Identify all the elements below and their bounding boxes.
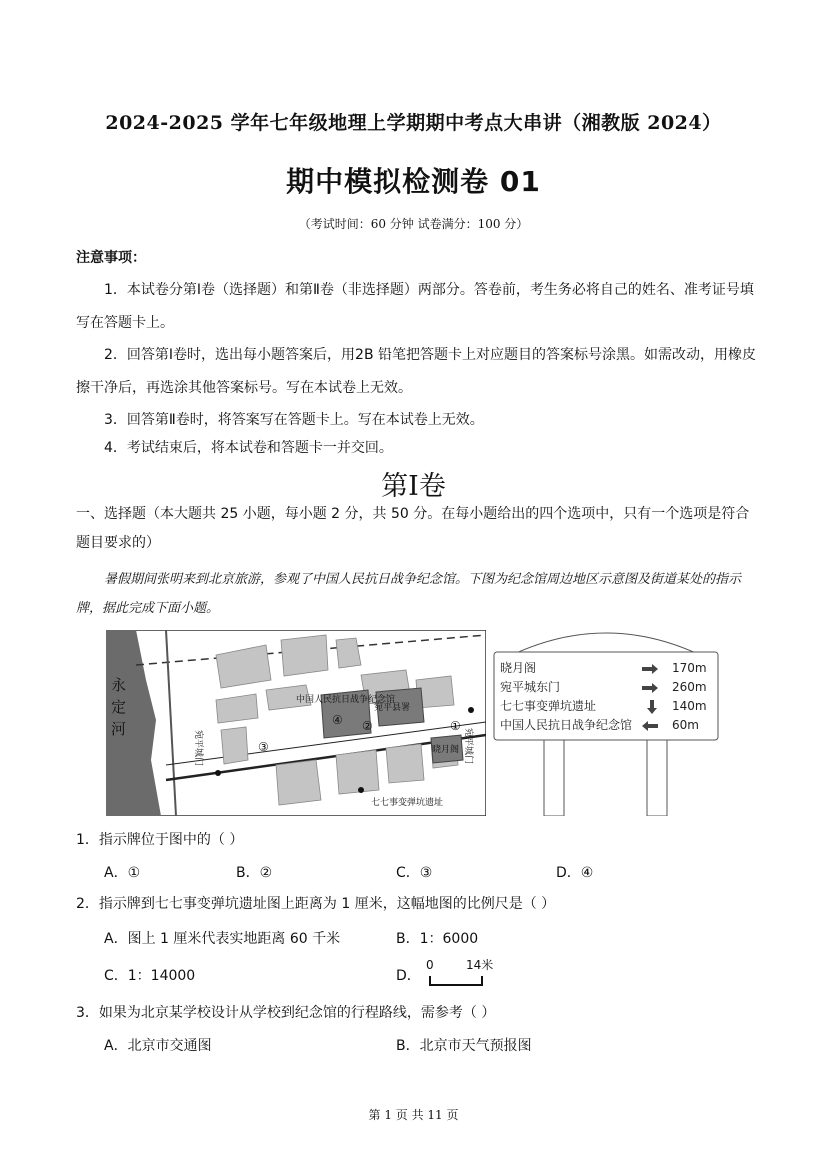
sign-post-right <box>647 740 667 816</box>
question-1-stem: 1．指示牌位于图中的（ ） <box>76 832 244 848</box>
q1-option-c[interactable]: C．③ <box>396 865 433 881</box>
section-title: 第Ⅰ卷 <box>381 471 446 502</box>
point-relic <box>358 787 364 793</box>
sign-place-1: 晓月阁 <box>500 661 537 675</box>
area-map <box>106 630 486 816</box>
sign-place-3: 七七事变弹坑遗址 <box>500 699 597 713</box>
q2-option-d[interactable] <box>396 965 421 985</box>
note-item-4: 4．考试结束后，将本试卷和答题卡一并交回。 <box>104 440 393 456</box>
page-footer: 第 1 页 共 11 页 <box>368 1108 459 1122</box>
q2-option-d-label: D． <box>396 968 421 984</box>
sign-distance-2: 260m <box>672 680 707 694</box>
notes-heading: 注意事项： <box>76 250 146 266</box>
sign-distance-4: 60m <box>672 718 699 732</box>
sign-place-2: 宛平城东门 <box>500 680 561 694</box>
q3-option-b[interactable]: B．北京市天气预报图 <box>396 1038 532 1054</box>
question-2-stem: 2．指示牌到七七事变弹坑遗址图上距离为 1 厘米，这幅地图的比例尺是（ ） <box>76 896 556 912</box>
point-west <box>215 770 221 776</box>
sign-distance-1: 170m <box>672 661 707 675</box>
q1-option-d[interactable]: D．④ <box>556 865 594 881</box>
note-item-3: 3．回答第Ⅱ卷时，将答案写在答题卡上。写在本试卷上无效。 <box>104 412 484 428</box>
xiaoyue-label: 晓月阁 <box>432 745 460 755</box>
q2-option-c[interactable]: C．1：14000 <box>104 968 196 984</box>
sign-arch <box>514 633 698 654</box>
note-item-2: 2．回答第Ⅰ卷时，选出每小题答案后，用2B 铅笔把答题卡上对应题目的答案标号涂黑。如需改动，用橡皮擦干净后，再选涂其他答案标号。写在本试卷上无效。 <box>76 347 756 396</box>
museum-label: 中国人民抗日战争纪念馆 <box>296 695 396 705</box>
point-east <box>468 707 474 713</box>
scale-start-label: 0 <box>426 958 434 972</box>
note-item-1: 1．本试卷分第Ⅰ卷（选择题）和第Ⅱ卷（非选择题）两部分。答卷前，考生务必将自己的姓名、准考证号填写在答题卡上。 <box>76 282 754 331</box>
wanping-hall-label: 宛平县署 <box>374 703 411 713</box>
scale-bar <box>420 956 520 990</box>
marker-1: ① <box>450 719 461 733</box>
marker-3: ③ <box>258 740 269 754</box>
marker-4: ④ <box>332 713 343 727</box>
relic-label: 七七事变弹坑遗址 <box>371 798 444 808</box>
river-label-1: 永 <box>111 676 127 694</box>
gate-east-label: 宛平城门 <box>463 728 473 765</box>
exam-info: （考试时间：60 分钟 试卷满分：100 分） <box>298 217 529 231</box>
paper-header: 2024-2025 学年七年级地理上学期期中考点大串讲（湘教版 2024） <box>105 112 722 134</box>
q1-option-a[interactable]: A．① <box>104 865 141 881</box>
signboard <box>492 630 720 816</box>
marker-2: ② <box>362 719 373 733</box>
river-label-3: 河 <box>111 720 127 738</box>
sign-distance-3: 140m <box>672 699 707 713</box>
question-3-stem: 3．如果为北京某学校设计从学校到纪念馆的行程路线，需参考（ ） <box>76 1005 496 1021</box>
question-intro: 暑假期间张明来到北京旅游，参观了中国人民抗日战争纪念馆。下图为纪念馆周边地区示意图及街道某处的指示牌，据此完成下面小题。 <box>76 572 742 616</box>
q3-option-a[interactable]: A．北京市交通图 <box>104 1038 212 1054</box>
q2-option-b[interactable]: B．1：6000 <box>396 931 479 947</box>
scale-line <box>430 976 482 985</box>
paper-title: 期中模拟检测卷 01 <box>286 165 541 198</box>
scale-end-label: 14米 <box>466 958 494 972</box>
q1-option-b[interactable]: B．② <box>236 865 273 881</box>
sign-place-4: 中国人民抗日战争纪念馆 <box>500 718 633 732</box>
sign-post-left <box>544 740 564 816</box>
q2-option-a[interactable]: A．图上 1 厘米代表实地距离 60 千米 <box>104 931 341 947</box>
river-label-2: 定 <box>111 698 127 716</box>
section-description: 一、选择题（本大题共 25 小题，每小题 2 分，共 50 分。在每小题给出的四个选项中，只有一个选项是符合题目要求的） <box>76 506 750 551</box>
gate-west-label: 宛平城门 <box>193 730 203 767</box>
